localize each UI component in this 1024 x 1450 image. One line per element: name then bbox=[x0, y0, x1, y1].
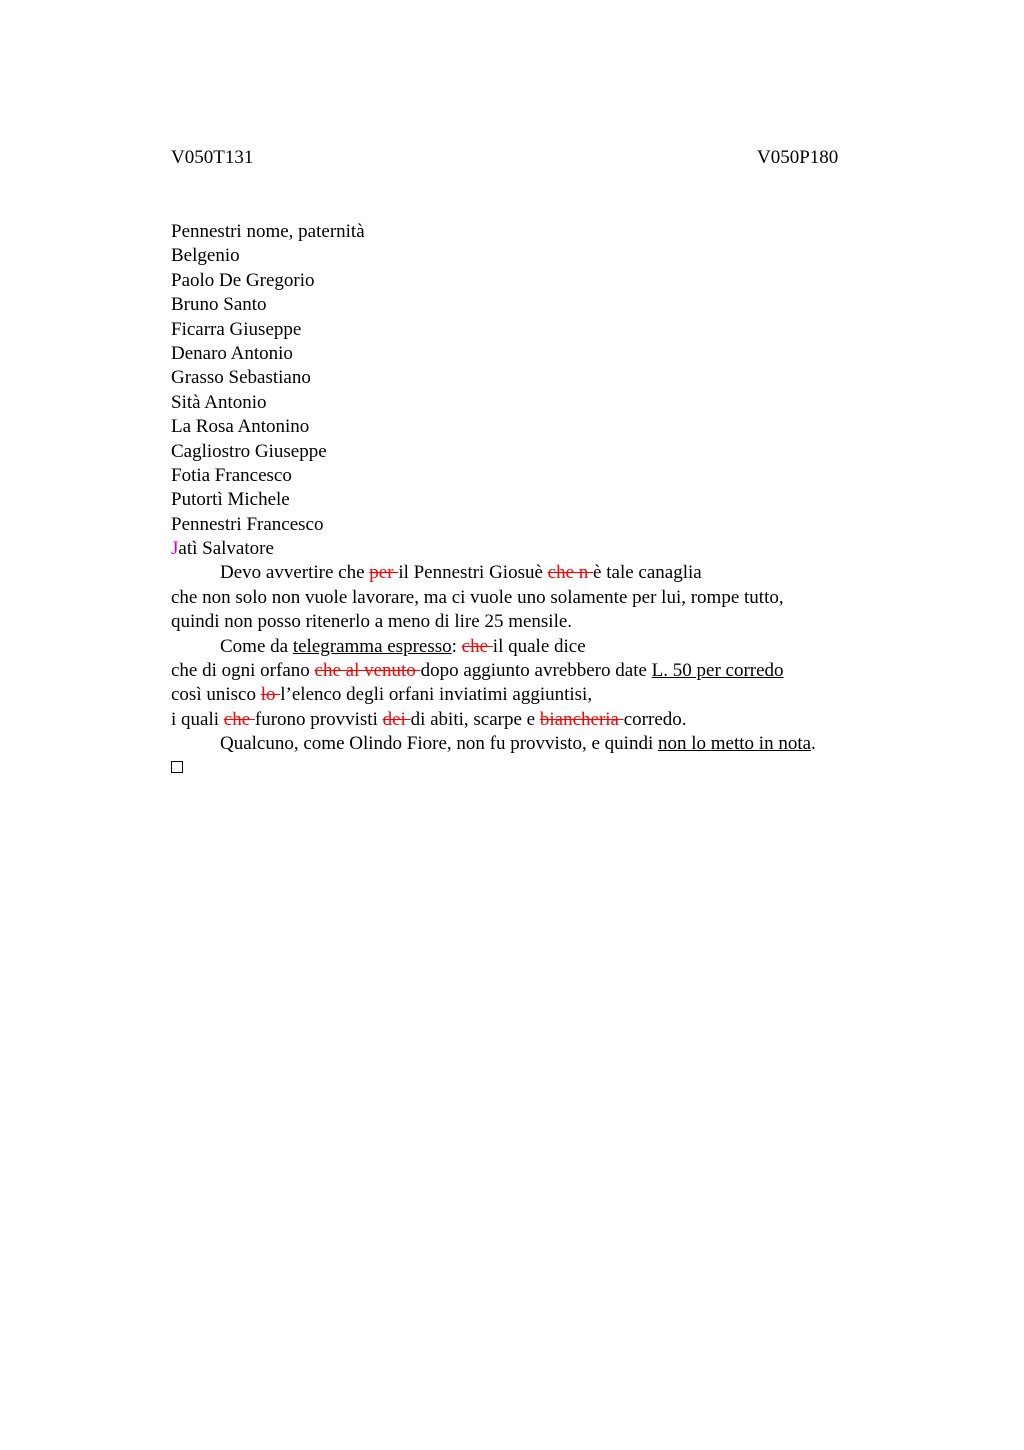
text-line-3: quindi non posso ritenerlo a meno di lire 25 mensile. bbox=[171, 611, 573, 633]
text-span: di abiti, scarpe e bbox=[410, 708, 540, 730]
text-line-4 bbox=[171, 635, 891, 659]
text-span: è tale canaglia bbox=[593, 562, 702, 584]
text-span: che di ogni orfano bbox=[171, 660, 315, 682]
text-span: così unisco bbox=[171, 684, 261, 706]
name-item: Denaro Antonio bbox=[171, 342, 293, 364]
name-item: Pennestri Francesco bbox=[171, 513, 324, 535]
name-item: Ficarra Giuseppe bbox=[171, 318, 302, 340]
deleted-text: per bbox=[369, 562, 399, 584]
name-item-last bbox=[171, 537, 891, 561]
end-marker-line bbox=[171, 757, 891, 781]
names-list bbox=[171, 244, 891, 537]
header-right-code: V050P180 bbox=[757, 147, 839, 168]
text-span: dopo aggiunto avrebbero date bbox=[420, 660, 652, 682]
deleted-text: che al venuto bbox=[314, 660, 421, 682]
name-item: Belgenio bbox=[171, 245, 240, 267]
name-item: Putortì Michele bbox=[171, 489, 290, 511]
deleted-text: biancheria bbox=[539, 708, 624, 730]
name-item: Grasso Sebastiano bbox=[171, 367, 311, 389]
name-item: Paolo De Gregorio bbox=[171, 269, 315, 291]
name-item: Bruno Santo bbox=[171, 294, 267, 316]
names-heading: Pennestri nome, paternità bbox=[171, 221, 365, 242]
text-span: Come da bbox=[220, 635, 293, 657]
text-span: Qualcuno, come Olindo Fiore, non fu provvisto, e quindi bbox=[220, 733, 658, 755]
header-left-code: V050T131 bbox=[171, 147, 254, 168]
text-span: l’elenco degli orfani inviatimi aggiuntisi, bbox=[280, 684, 593, 706]
text-line-1 bbox=[171, 561, 891, 585]
deleted-text: che n bbox=[547, 562, 594, 584]
text-line-6 bbox=[171, 683, 891, 707]
name-item: Fotia Francesco bbox=[171, 464, 292, 486]
text-span: . bbox=[811, 733, 816, 755]
underlined-text: L. 50 per corredo bbox=[651, 660, 784, 682]
text-span: il Pennestri Giosuè bbox=[398, 562, 548, 584]
text-line-8 bbox=[171, 732, 891, 756]
text-span: corredo. bbox=[623, 708, 687, 730]
name-item: Sità Antonio bbox=[171, 391, 267, 413]
name-item: Cagliostro Giuseppe bbox=[171, 440, 327, 462]
text-span: furono provvisti bbox=[254, 708, 383, 730]
name-item: La Rosa Antonino bbox=[171, 416, 310, 438]
deleted-text: lo bbox=[260, 684, 281, 706]
text-span: i quali bbox=[171, 708, 224, 730]
text-span: : bbox=[451, 635, 462, 657]
underlined-text: non lo metto in nota bbox=[658, 733, 812, 755]
text-span: Devo avvertire che bbox=[220, 562, 370, 584]
deleted-text: che bbox=[223, 708, 255, 730]
name-rest: atì Salvatore bbox=[178, 538, 274, 560]
deleted-text: che bbox=[461, 635, 493, 657]
underlined-text: telegramma espresso bbox=[292, 635, 452, 657]
text-line-2: che non solo non vuole lavorare, ma ci vuole uno solamente per lui, rompe tutto, bbox=[171, 586, 784, 608]
magenta-initial: J bbox=[171, 538, 179, 560]
square-box-icon bbox=[171, 761, 183, 773]
deleted-text: dei bbox=[382, 708, 411, 730]
text-span: il quale dice bbox=[492, 635, 586, 657]
document-body bbox=[171, 220, 891, 781]
text-line-7 bbox=[171, 708, 891, 732]
text-line-5 bbox=[171, 659, 891, 683]
